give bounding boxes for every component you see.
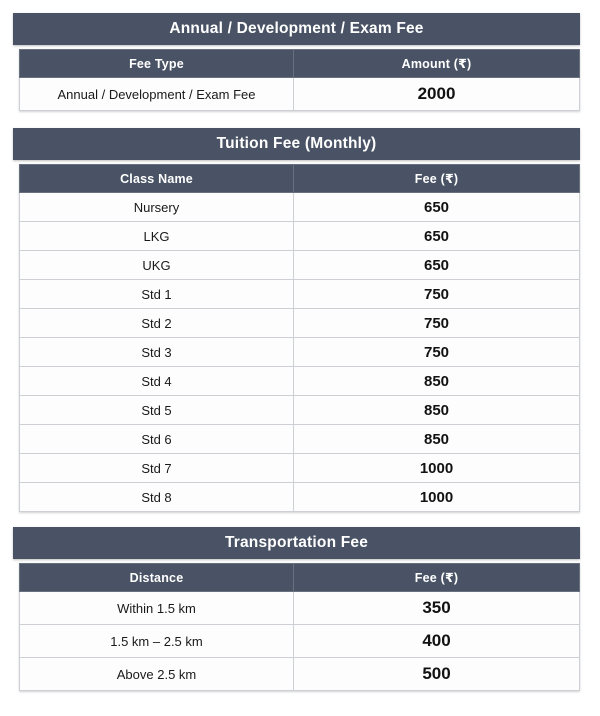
cell-fee: 650: [294, 193, 580, 222]
column-header-fee: Fee (₹): [294, 564, 580, 592]
column-header-fee: Fee (₹): [294, 165, 580, 193]
table-body-tuition-fee: [20, 193, 580, 512]
column-header-fee-type: Fee Type: [20, 50, 294, 78]
table-tuition-fee: [19, 164, 580, 512]
table-head: [20, 564, 580, 592]
cell-class-name: Std 4: [20, 367, 294, 396]
cell-fee: 750: [294, 338, 580, 367]
cell-class-name: Std 1: [20, 280, 294, 309]
table-head: [20, 50, 580, 78]
section-gap-2: [0, 512, 600, 527]
cell-fee: 850: [294, 367, 580, 396]
cell-class-name: Std 7: [20, 454, 294, 483]
table-body-annual-development-exam-fee: [20, 78, 580, 111]
cell-class-name: Std 5: [20, 396, 294, 425]
table-row: [20, 251, 580, 280]
cell-amount: 2000: [294, 78, 580, 111]
table-row: [20, 658, 580, 691]
section-banner-annual-development-exam-fee: Annual / Development / Exam Fee: [13, 13, 580, 45]
table-row: [20, 193, 580, 222]
cell-class-name: UKG: [20, 251, 294, 280]
table-row: [20, 454, 580, 483]
cell-fee: 850: [294, 425, 580, 454]
table-row: [20, 78, 580, 111]
column-header-distance: Distance: [20, 564, 294, 592]
cell-distance: Within 1.5 km: [20, 592, 294, 625]
section-transportation-fee: [0, 527, 600, 691]
section-gap-1: [0, 111, 600, 128]
section-annual-development-exam-fee: [0, 13, 600, 111]
cell-class-name: LKG: [20, 222, 294, 251]
table-body-transportation-fee: [20, 592, 580, 691]
cell-class-name: Std 2: [20, 309, 294, 338]
cell-fee: 500: [294, 658, 580, 691]
table-head: [20, 165, 580, 193]
cell-fee: 650: [294, 251, 580, 280]
section-banner-transportation-fee: Transportation Fee: [13, 527, 580, 559]
cell-class-name: Nursery: [20, 193, 294, 222]
table-header-row: [20, 165, 580, 193]
cell-distance: Above 2.5 km: [20, 658, 294, 691]
table-row: [20, 625, 580, 658]
table-row: [20, 483, 580, 512]
table-row: [20, 425, 580, 454]
table-row: [20, 222, 580, 251]
section-tuition-fee: [0, 128, 600, 512]
cell-fee: 650: [294, 222, 580, 251]
table-header-row: [20, 564, 580, 592]
table-row: [20, 367, 580, 396]
table-row: [20, 396, 580, 425]
column-header-amount: Amount (₹): [294, 50, 580, 78]
section-banner-tuition-fee: Tuition Fee (Monthly): [13, 128, 580, 160]
cell-fee: 850: [294, 396, 580, 425]
table-row: [20, 592, 580, 625]
cell-fee-type: Annual / Development / Exam Fee: [20, 78, 294, 111]
cell-fee: 350: [294, 592, 580, 625]
cell-fee: 1000: [294, 454, 580, 483]
table-header-row: [20, 50, 580, 78]
table-row: [20, 338, 580, 367]
table-row: [20, 280, 580, 309]
cell-fee: 750: [294, 280, 580, 309]
cell-fee: 1000: [294, 483, 580, 512]
table-annual-development-exam-fee: [19, 49, 580, 111]
cell-distance: 1.5 km – 2.5 km: [20, 625, 294, 658]
column-header-class-name: Class Name: [20, 165, 294, 193]
cell-class-name: Std 6: [20, 425, 294, 454]
table-row: [20, 309, 580, 338]
table-transportation-fee: [19, 563, 580, 691]
top-spacer: [0, 0, 600, 13]
cell-class-name: Std 8: [20, 483, 294, 512]
cell-class-name: Std 3: [20, 338, 294, 367]
cell-fee: 750: [294, 309, 580, 338]
cell-fee: 400: [294, 625, 580, 658]
